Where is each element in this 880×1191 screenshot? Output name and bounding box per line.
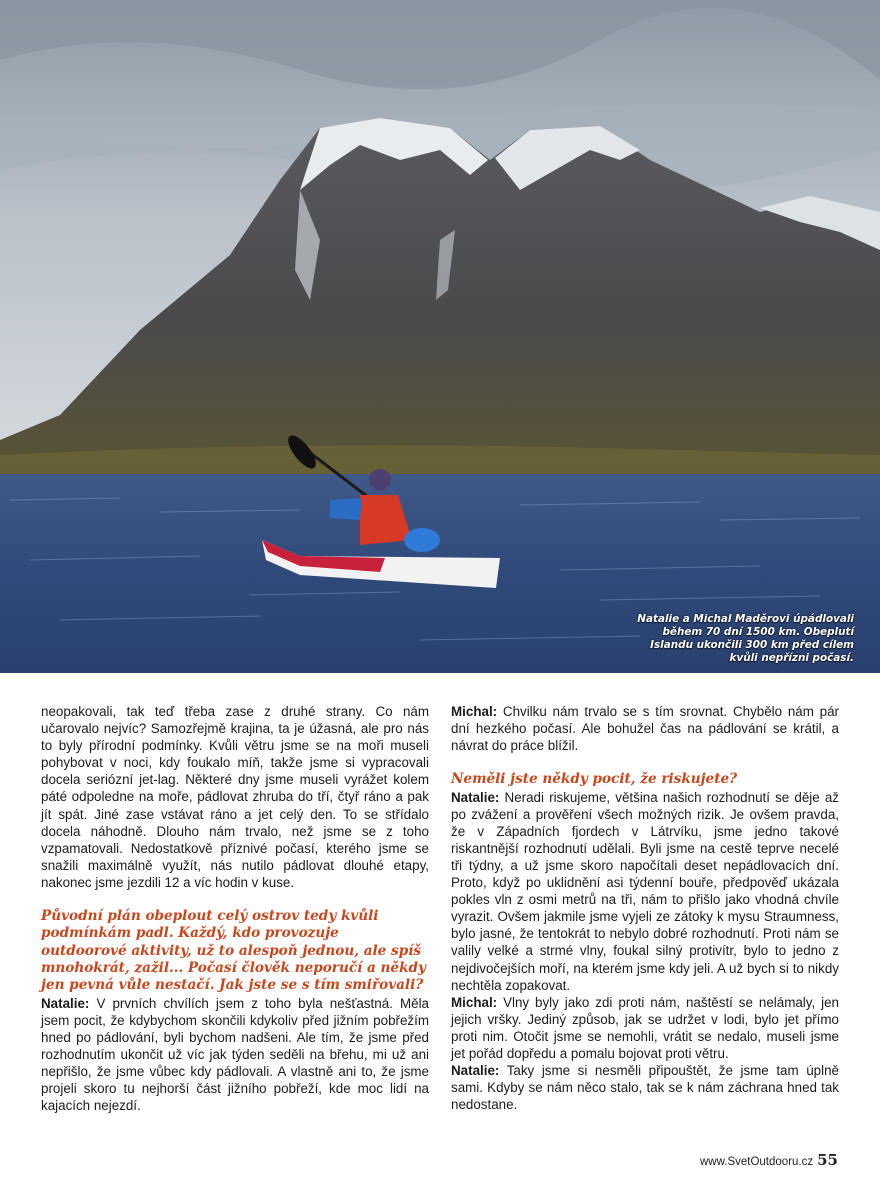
speaker-name: Natalie: bbox=[41, 995, 90, 1011]
answer-paragraph bbox=[41, 995, 429, 1115]
answer-paragraph bbox=[451, 994, 839, 1062]
speaker-name: Natalie: bbox=[451, 789, 500, 805]
photo-caption: Natalie a Michal Maděrovi úpádlovali během 70 dní 1500 km. Obeplutí Islandu ukončili 300 km před cílem kvůli nepřízni počasí. bbox=[637, 613, 854, 664]
paragraph: neopakovali, tak teď třeba zase z druhé strany. Co nám učarovalo nejvíc? Samozřejmě krajina, ta je úžasná, ale pro nás to byly přírodní podmínky. Kvůli větru jsme se na moři museli pohybovat v noci, kdy foukalo míň, takže jsme si vypracovali docela seriózní jet-lag. Některé dny jsme museli vyrážet kolem páté odpoledne na moře, pádlovat zhruba do tří, čtyř ráno a pak jít spát. Jiné zase vstávat ráno a jet celý den. To se střídalo docela náhodně. Dlouho nám trvalo, než jsme se z toho vzpamatovali. Nedostatkově příznivé počasí, kterého jsme se snažili maximálně využít, nás nutilo pádlovat dlouhé etapy, nakonec jsme jezdili 12 a víc hodin v kuse. bbox=[41, 704, 429, 890]
interview-question: Neměli jste někdy pocit, že riskujete? bbox=[451, 771, 738, 788]
answer-text: Neradi riskujeme, většina našich rozhodnutí se děje až po zvážení a prověření všech možných rizik. Je ovšem pravda, že v Západních fjordech v Látrvíku, jsme jedno takové riskantnější rozhodnutí udělali. Byli jsme na cestě teprve necelé tři týdny, a už jsme skoro napočítali deset nepádlovacích dní. Proto, když po uklidnění asi týdenní bouře, předpověď ukázala pokles vln z osmi metrů na tři, nám to přišlo jako vhodná chvíle vyrazit. Ovšem jakmile jsme vyjeli ze zátoky k mysu Straumness, bylo jasné, že tentokrát to nebylo dobré rozhodnutí. Proti nám se valily velké a strmé vlny, foukal silný protivítr, bylo to jedno z nejdivočejších moří, na kterém jsme kdy jeli. A už bych si to nikdy nechtěla zopakovat. bbox=[451, 789, 839, 993]
left-column bbox=[41, 703, 429, 1114]
speaker-name: Michal: bbox=[451, 994, 498, 1010]
answer-text: Taky jsme si nesměli připouštět, že jsme tam úplně sami. Kdyby se nám něco stalo, tak se k nám záchrana hned tak nedostane. bbox=[451, 1063, 839, 1113]
answer-text: Chvilku nám trvalo se s tím srovnat. Chybělo nám pár dní hezkého počasí. Ale bohužel čas na pádlování se krátil, a návrat do práce blížil. bbox=[451, 704, 839, 754]
speaker-name: Natalie: bbox=[451, 1063, 500, 1079]
page-footer bbox=[700, 1151, 838, 1169]
right-column bbox=[451, 703, 839, 1113]
page-number: 55 bbox=[817, 1151, 838, 1169]
answer-text: V prvních chvílích jsem z toho byla nešťastná. Měla jsem pocit, že kdybychom skončili kdykoliv před jižním pobřežím hned po pádlování, byli bychom nadšeni. Ale tím, že jsme před rozhodnutím ukončit už víc jak týden seděli na břehu, mi už ani nepřišlo, že jsme vůbec kdy pádlovali. A vlastně ani to, že jsme projeli skoro tu nejhorší část jižního pobřeží, kde moc lidí na kajacích nejezdí. bbox=[41, 995, 429, 1114]
website-link[interactable]: www.SvetOutdooru.cz bbox=[699, 1156, 814, 1168]
answer-text: Vlny byly jako zdi proti nám, naštěstí se nelámaly, jen jejich vršky. Jediný způsob, jak se udržet v lodi, bylo jet přímo proti nim. Otočit jsme se nemohli, vrátit se nedalo, museli jsme jet pořád dopředu a pomalu bojovat proti větru. bbox=[451, 994, 839, 1061]
answer-paragraph bbox=[451, 789, 839, 994]
answer-paragraph bbox=[451, 703, 839, 754]
speaker-name: Michal: bbox=[451, 704, 498, 719]
interview-question: Původní plán obeplout celý ostrov tedy kvůli podmínkám padl. Každý, kdo provozuje outdoorové aktivity, už to alespoň jednou, ale spíš mnohokrát, zažil... Počasí člověk neporučí a někdy jen pevná vůle nestačí. Jak jste se s tím smiřovali? bbox=[41, 908, 426, 994]
answer-paragraph bbox=[451, 1062, 839, 1113]
